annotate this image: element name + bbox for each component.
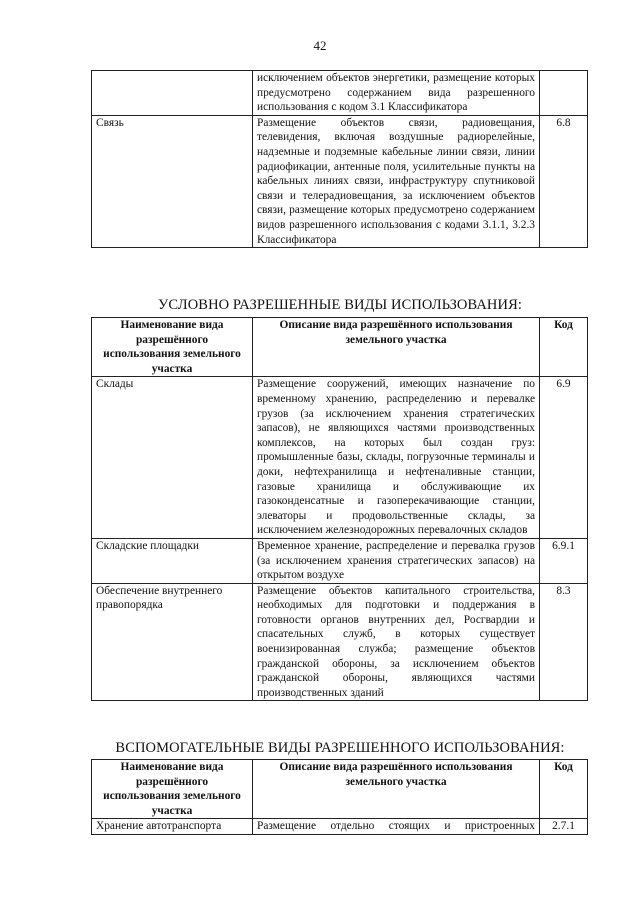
use-code-cell: 2.7.1 — [540, 819, 588, 835]
header-name: Наименование вида разрешённого использования земельного участка — [92, 318, 253, 377]
table-header-row — [92, 318, 588, 377]
conditional-uses-heading: УСЛОВНО РАЗРЕШЕННЫЕ ВИДЫ ИСПОЛЬЗОВАНИЯ: — [158, 297, 522, 313]
table-row — [92, 377, 588, 539]
auxiliary-uses-heading: ВСПОМОГАТЕЛЬНЫЕ ВИДЫ РАЗРЕШЕННОГО ИСПОЛЬЗОВАНИЯ: — [115, 740, 565, 756]
table-row — [92, 583, 588, 701]
header-name: Наименование вида разрешённого использования земельного участка — [92, 760, 253, 819]
table-row — [92, 538, 588, 583]
use-name-cell: Складские площадки — [92, 538, 253, 583]
header-code: Код — [540, 318, 588, 377]
header-code: Код — [540, 760, 588, 819]
use-description-cell: исключением объектов энергетики, размещение которых предусмотрено содержанием вида разрешенного использования с кодом 3.1 Классификатора — [253, 71, 540, 116]
use-name-cell: Склады — [92, 377, 253, 539]
use-description-cell: Размещение объектов капитального строительства, необходимых для подготовки и поддержания в готовности органов внутренних дел, Росгвардии и спасательных служб, в которых существует военизированная служба; размещение объектов гражданской обороны, за исключением объектов гражданской обороны, являющихся частями производственных зданий — [253, 583, 540, 701]
use-name-cell: Обеспечение внутреннего правопорядка — [92, 583, 253, 701]
auxiliary-uses-table — [91, 759, 588, 835]
use-code-cell: 6.8 — [540, 115, 588, 247]
use-name-cell — [92, 71, 253, 116]
use-name-cell: Связь — [92, 115, 253, 247]
table-header-row — [92, 760, 588, 819]
use-description-cell: Размещение объектов связи, радиовещания, телевидения, включая воздушные радиорелейные, надземные и подземные кабельные линии связи, линии радиофикации, антенные поля, усилительные пункты на кабельных линиях связи, инфраструктуру спутниковой связи и телерадиовещания, за исключением объектов связи, размещение которых предусмотрено содержанием видов разрешенного использования с кодами 3.1.1, 3.2.3 Классификатора — [253, 115, 540, 247]
use-code-cell — [540, 71, 588, 116]
use-description-cell: Временное хранение, распределение и перевалка грузов (за исключением хранения стратегических запасов) на открытом воздухе — [253, 538, 540, 583]
table-row — [92, 115, 588, 247]
use-name-cell: Хранение автотранспорта — [92, 819, 253, 835]
header-description: Описание вида разрешённого использования земельного участка — [253, 760, 540, 819]
use-code-cell: 8.3 — [540, 583, 588, 701]
continued-land-use-table — [91, 70, 588, 248]
table-row — [92, 819, 588, 835]
header-description: Описание вида разрешённого использования земельного участка — [253, 318, 540, 377]
use-description-cell: Размещение сооружений, имеющих назначение по временному хранению, распределению и перевалке грузов (за исключением хранения стратегических запасов), не являющихся частями производственных комплексов, на которых был создан груз: промышленные базы, склады, погрузочные терминалы и доки, нефтехранилища и нефтеналивные станции, газовые хранилища и обслуживающие их газоконденсатные и газоперекачивающие станции, элеваторы и продовольственные склады, за исключением железнодорожных перевалочных складов — [253, 377, 540, 539]
table-row — [92, 71, 588, 116]
use-code-cell: 6.9 — [540, 377, 588, 539]
page-number: 42 — [313, 38, 327, 53]
use-code-cell: 6.9.1 — [540, 538, 588, 583]
use-description-cell: Размещение отдельно стоящих и пристроенных — [253, 819, 540, 835]
conditional-uses-table — [91, 317, 588, 701]
